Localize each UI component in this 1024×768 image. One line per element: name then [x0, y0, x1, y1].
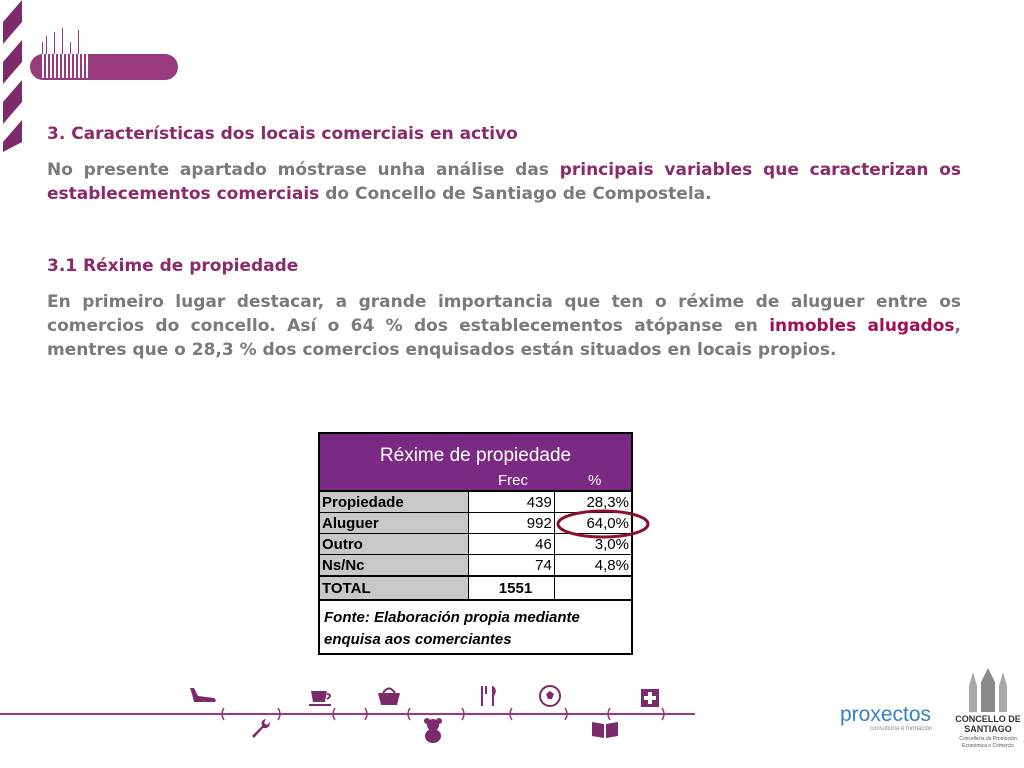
subsection-title: 3.1 Réxime de propiedade — [47, 256, 299, 276]
row-frec: 46 — [469, 534, 555, 555]
subsection-paragraph — [47, 290, 961, 362]
row-pct: 64,0% — [554, 513, 632, 534]
cup-icon — [308, 688, 334, 708]
proxectos-wordmark: proxectos — [840, 703, 932, 726]
row-label: Aluguer — [319, 513, 469, 534]
row-frec: 992 — [469, 513, 555, 534]
concello-sub-1: Concellería de Promoción — [959, 736, 1017, 742]
table-row — [319, 555, 632, 577]
source-line-1: Fonte: Elaboración propia mediante — [324, 609, 580, 626]
header-logo — [28, 18, 180, 84]
subsection-text: En primeiro lugar destacar, a grande importancia que ten o réxime de aluguer entre os comercios do concello. Así o 64 % dos establecementos atópanse en — [47, 292, 961, 336]
proxectos-tagline: consultoría e formación — [870, 726, 933, 732]
total-value: 1551 — [469, 576, 555, 600]
row-pct: 28,3% — [554, 491, 632, 513]
row-pct: 3,0% — [554, 534, 632, 555]
row-label: Propiedade — [319, 491, 469, 513]
row-label: Outro — [319, 534, 469, 555]
col-frec-header: Frec — [498, 472, 528, 489]
highlight-ellipse — [555, 508, 655, 540]
row-frec: 439 — [469, 491, 555, 513]
subsection-highlight: inmobles alugados — [769, 316, 955, 336]
concello-logo — [955, 668, 1021, 750]
book-icon — [590, 718, 620, 740]
col-pct-header: % — [588, 472, 602, 489]
total-label: TOTAL — [319, 576, 469, 600]
basket-icon — [376, 684, 402, 708]
concello-sub-2: Económica e Comercio — [962, 743, 1014, 749]
table-title: Réxime de propiedade — [379, 445, 572, 466]
shoe-icon — [188, 684, 218, 706]
concello-line-1: CONCELLO DE — [955, 714, 1021, 724]
concello-line-2: SANTIAGO — [964, 724, 1012, 734]
pharmacy-icon — [640, 688, 660, 708]
intro-highlight: principais variables que caracterizan os establecementos comerciais — [47, 160, 961, 204]
section-intro — [47, 158, 961, 206]
decorative-stripes — [0, 0, 30, 160]
wrench-icon — [248, 716, 272, 740]
cutlery-icon — [478, 684, 500, 708]
property-data-table — [318, 490, 633, 601]
total-empty — [554, 576, 632, 600]
section-title: 3. Características dos locais comerciais en activo — [47, 124, 518, 144]
row-pct: 4,8% — [554, 555, 632, 577]
table-header — [318, 432, 633, 490]
property-table — [318, 432, 633, 655]
ball-icon — [538, 684, 562, 708]
subsection-text-end: , mentres que o 28,3 % dos comercios enquisados están situados en locais propios. — [47, 316, 961, 360]
intro-text-end: do Concello de Santiago de Compostela. — [319, 184, 712, 204]
row-frec: 74 — [469, 555, 555, 577]
source-line-2: enquisa aos comerciantes — [324, 631, 512, 648]
row-label: Ns/Nc — [319, 555, 469, 577]
cathedral-icon — [955, 668, 1021, 714]
teddy-icon — [420, 716, 446, 744]
total-row — [319, 576, 632, 600]
intro-text: No presente apartado móstrase unha análise das — [47, 160, 560, 180]
table-source — [318, 601, 633, 655]
proxectos-logo — [840, 704, 950, 732]
